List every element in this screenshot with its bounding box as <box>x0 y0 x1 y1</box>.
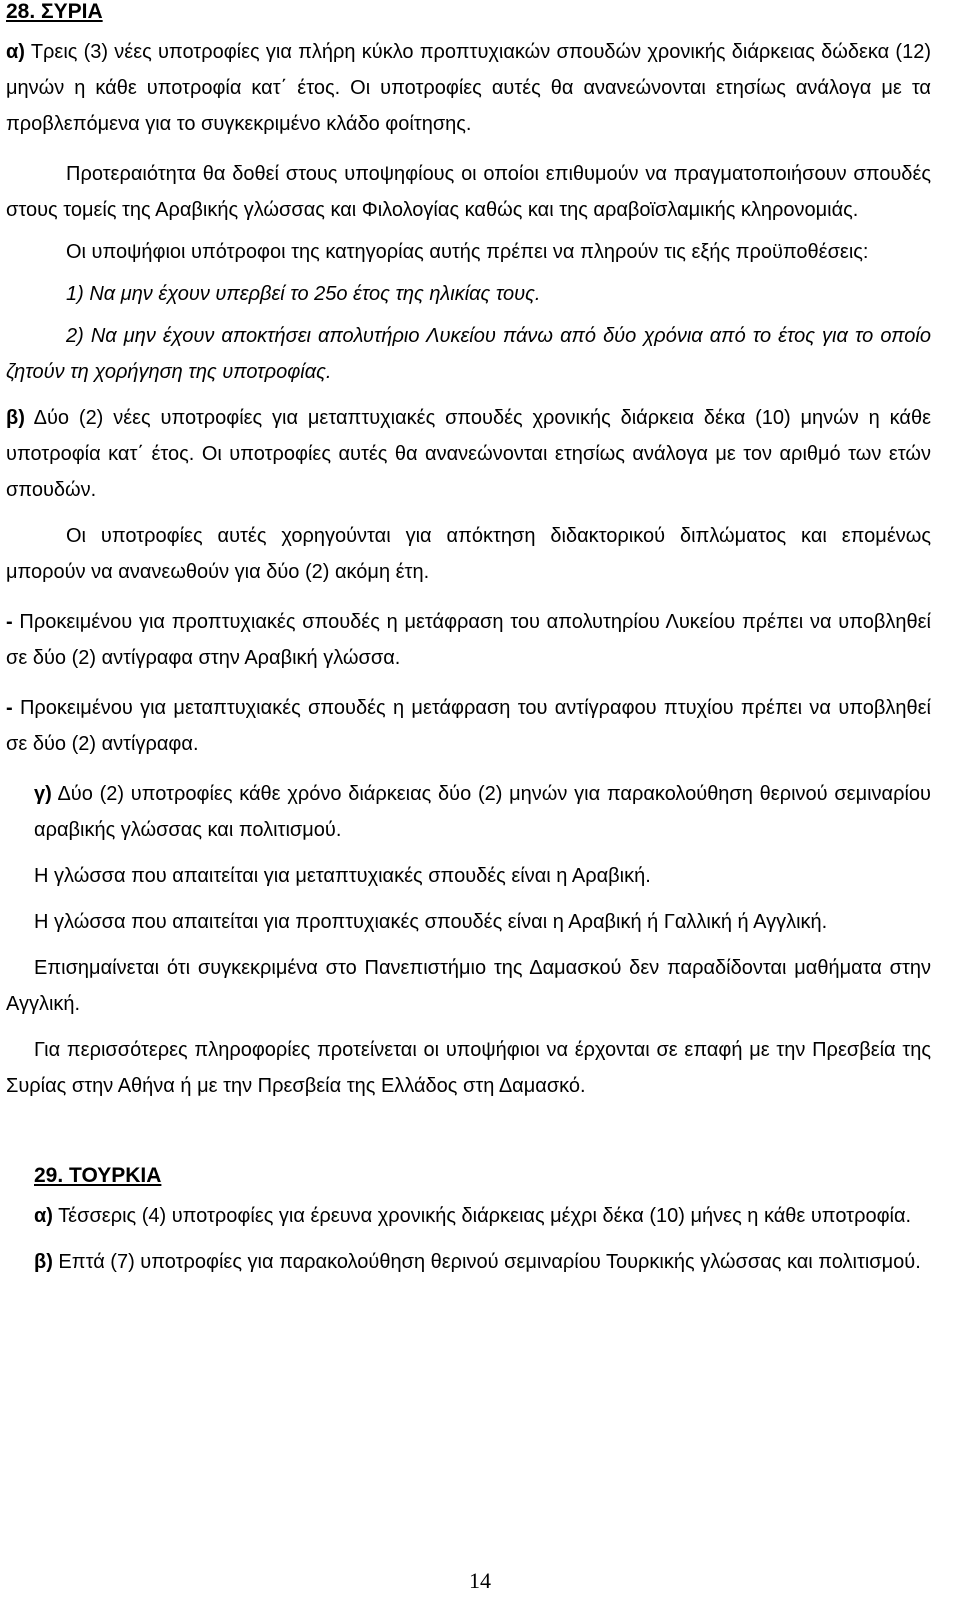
syria-item-a <box>6 34 931 142</box>
syria-conditions-intro: Οι υποψήφιοι υπότροφοι της κατηγορίας αυτής πρέπει να πληρούν τις εξής προϋποθέσεις: <box>66 241 869 263</box>
turkey-item-a-text: Τέσσερις (4) υποτροφίες για έρευνα χρονικής διάρκειας μέχρι δέκα (10) μήνες η κάθε υποτροφία. <box>52 1205 912 1227</box>
syria-item-c-text: Δύο (2) υποτροφίες κάθε χρόνο διάρκειας δύο (2) μηνών για παρακολούθηση θερινού σεμιναρίου αραβικής γλώσσας και πολιτισμού. <box>34 783 931 841</box>
syria-condition-1: 1) Να μην έχουν υπερβεί το 25ο έτος της ηλικίας τους. <box>66 283 541 305</box>
syria-lang-postgrad: Η γλώσσα που απαιτείται για μεταπτυχιακές σπουδές είναι η Αραβική. <box>34 865 651 887</box>
syria-item-a-text: Τρεις (3) νέες υποτροφίες για πλήρη κύκλο προπτυχιακών σπουδών χρονικής διάρκειας δώδεκα (12) μηνών η κάθε υποτροφία κατ΄ έτος. Οι υποτροφίες αυτές θα ανανεώνονται ετησίως ανάλογα με τα προβλεπόμενα για το συγκεκριμένο κλάδο φοίτησης. <box>6 41 931 135</box>
syria-item-b <box>6 400 931 508</box>
syria-dash-note-1 <box>6 604 931 676</box>
syria-dash-note-2 <box>6 690 931 762</box>
syria-priority-paragraph: Προτεραιότητα θα δοθεί στους υποψηφίους οι οποίοι επιθυμούν να πραγματοποιήσουν σπουδές στους τομείς της Αραβικής γλώσσας και Φιλολογίας καθώς και της αραβοϊσλαμικής κληρονομιάς. <box>6 163 931 221</box>
dash-mark-2: - <box>6 697 13 719</box>
turkey-item-a-label: α) <box>34 1205 53 1227</box>
syria-item-b-label: β) <box>6 407 25 429</box>
syria-more-info: Για περισσότερες πληροφορίες προτείνεται οι υποψήφιοι να έρχονται σε επαφή με την Πρεσβεία της Συρίας στην Αθήνα ή με την Πρεσβεία της Ελλάδος στη Δαμασκό. <box>6 1039 931 1097</box>
syria-item-b-text: Δύο (2) νέες υποτροφίες για μεταπτυχιακές σπουδές χρονικής διάρκεια δέκα (10) μηνών η κάθε υποτροφία κατ΄ έτος. Οι υποτροφίες αυτές θα ανανεώνονται ετησίως ανάλογα με τον αριθμό των ετών σπουδών. <box>6 407 931 501</box>
turkey-item-b-label: β) <box>34 1251 53 1273</box>
syria-condition-2: 2) Να μην έχουν αποκτήσει απολυτήριο Λυκείου πάνω από δύο χρόνια από το έτος για το οποίο ζητούν τη χορήγηση της υποτροφίας. <box>6 325 931 383</box>
page-number: 14 <box>469 1568 491 1593</box>
syria-item-a-label: α) <box>6 41 25 63</box>
syria-lang-undergrad: Η γλώσσα που απαιτείται για προπτυχιακές σπουδές είναι η Αραβική ή Γαλλική ή Αγγλική. <box>34 911 828 933</box>
section-heading-turkey: 29. ΤΟΥΡΚΙΑ <box>34 1164 162 1187</box>
dash-note-1-text: Προκειμένου για προπτυχιακές σπουδές η μετάφραση του απολυτηρίου Λυκείου πρέπει να υποβληθεί σε δύο (2) αντίγραφα στην Αραβική γλώσσα. <box>6 611 931 669</box>
turkey-item-b <box>6 1244 931 1280</box>
syria-item-c-label: γ) <box>34 783 52 805</box>
turkey-item-b-text: Επτά (7) υποτροφίες για παρακολούθηση θερινού σεμιναρίου Τουρκικής γλώσσας και πολιτισμού. <box>52 1251 921 1273</box>
dash-note-2-text: Προκειμένου για μεταπτυχιακές σπουδές η μετάφραση του αντίγραφου πτυχίου πρέπει να υποβληθεί σε δύο (2) αντίγραφα. <box>6 697 931 755</box>
syria-item-c <box>6 776 931 848</box>
dash-mark-1: - <box>6 611 13 633</box>
syria-note-damascus: Επισημαίνεται ότι συγκεκριμένα στο Πανεπιστήμιο της Δαμασκού δεν παραδίδονται μαθήματα στην Αγγλική. <box>6 957 931 1015</box>
section-heading-syria: 28. ΣΥΡΙΑ <box>6 0 103 23</box>
syria-doctoral-paragraph: Οι υποτροφίες αυτές χορηγούνται για απόκτηση διδακτορικού διπλώματος και επομένως μπορούν να ανανεωθούν για δύο (2) ακόμη έτη. <box>6 525 931 583</box>
turkey-item-a <box>6 1198 931 1234</box>
